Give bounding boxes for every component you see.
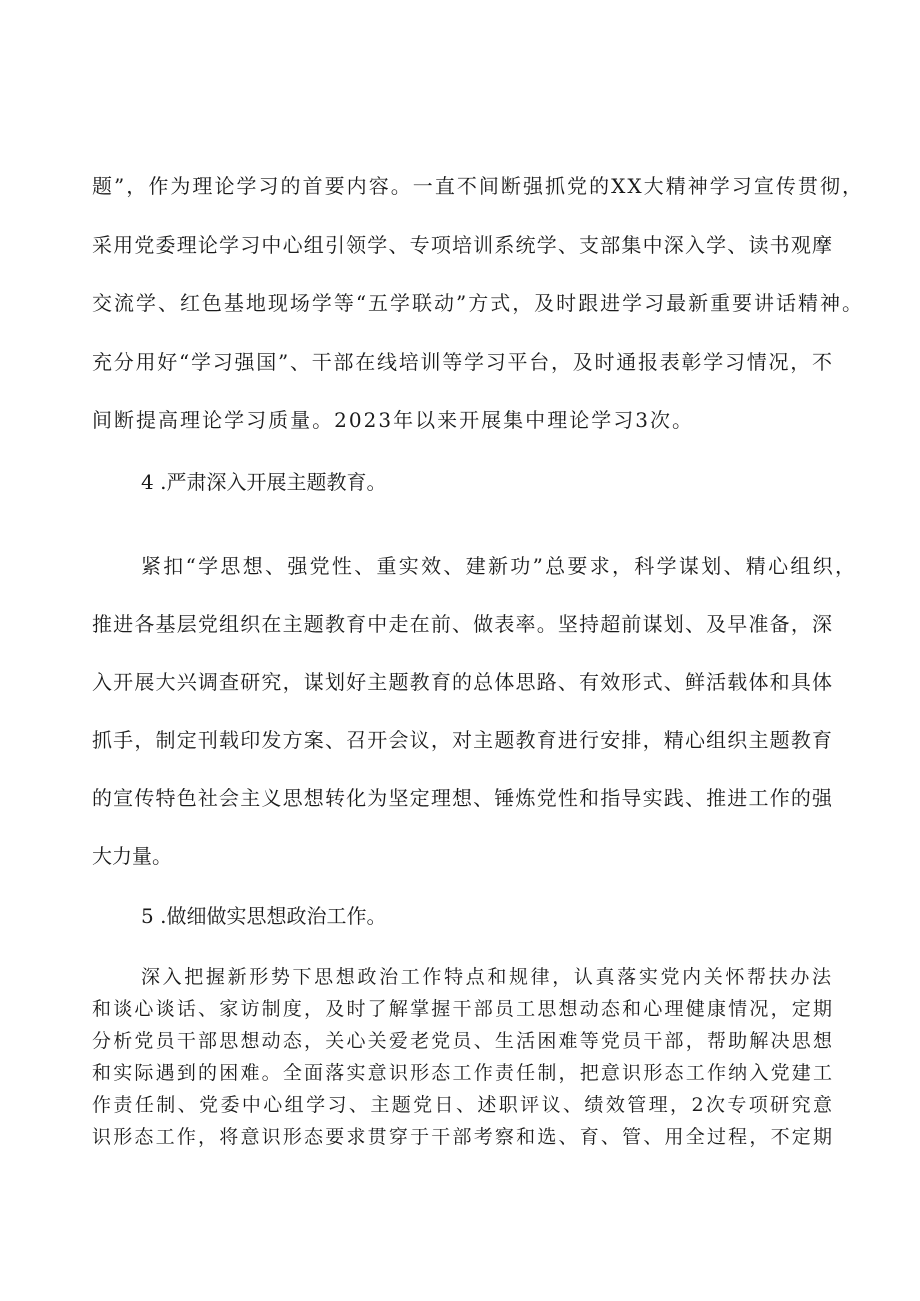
section-heading-5: 5 .做细做实思想政治工作。	[141, 904, 387, 928]
text-line: 的宣传特色社会主义思想转化为坚定理想、锤炼党性和指导实践、推进工作的强	[92, 786, 834, 810]
text-line: 题”，作为理论学习的首要内容。一直不间断强抓党的XX大精神学习宣传贯彻，	[92, 174, 865, 198]
text-line: 识形态工作，将意识形态要求贯穿于干部考察和选、育、管、用全过程，不定期	[92, 1126, 835, 1148]
text-line: 作责任制、党委中心组学习、主题党日、述职评议、绩效管理，2次专项研究意	[92, 1094, 835, 1116]
text-line: 分析党员干部思想动态，关心关爱老党员、生活困难等党员干部，帮助解决思想	[92, 1030, 835, 1052]
text-line: 和实际遇到的困难。全面落实意识形态工作责任制，把意识形态工作纳入党建工	[92, 1062, 835, 1084]
text-line: 充分用好“学习强国”、干部在线培训等学习平台，及时通报表彰学习情况，不	[92, 350, 834, 374]
text-line: 入开展大兴调查研究，谋划好主题教育的总体思路、有效形式、鲜活载体和具体	[92, 670, 834, 694]
text-line: 间断提高理论学习质量。2023年以来开展集中理论学习3次。	[92, 408, 695, 432]
text-line: 采用党委理论学习中心组引领学、专项培训系统学、支部集中深入学、读书观摩	[92, 233, 834, 257]
text-line: 抓手，制定刊载印发方案、召开会议，对主题教育进行安排，精心组织主题教育	[92, 728, 834, 752]
text-line: 和谈心谈话、家访制度，及时了解掌握干部员工思想动态和心理健康情况，定期	[92, 998, 835, 1020]
text-line: 交流学、红色基地现场学等“五学联动”方式，及时跟进学习最新重要讲话精神。	[92, 291, 864, 315]
text-line: 紧扣“学思想、强党性、重实效、建新功”总要求，科学谋划、精心组织，	[141, 554, 858, 578]
text-line: 深入把握新形势下思想政治工作特点和规律，认真落实党内关怀帮扶办法	[141, 966, 834, 988]
section-heading-4: 4 .严肃深入开展主题教育。	[141, 470, 387, 494]
text-line: 大力量。	[92, 844, 172, 868]
text-line: 推进各基层党组织在主题教育中走在前、做表率。坚持超前谋划、及早准备，深	[92, 612, 834, 636]
